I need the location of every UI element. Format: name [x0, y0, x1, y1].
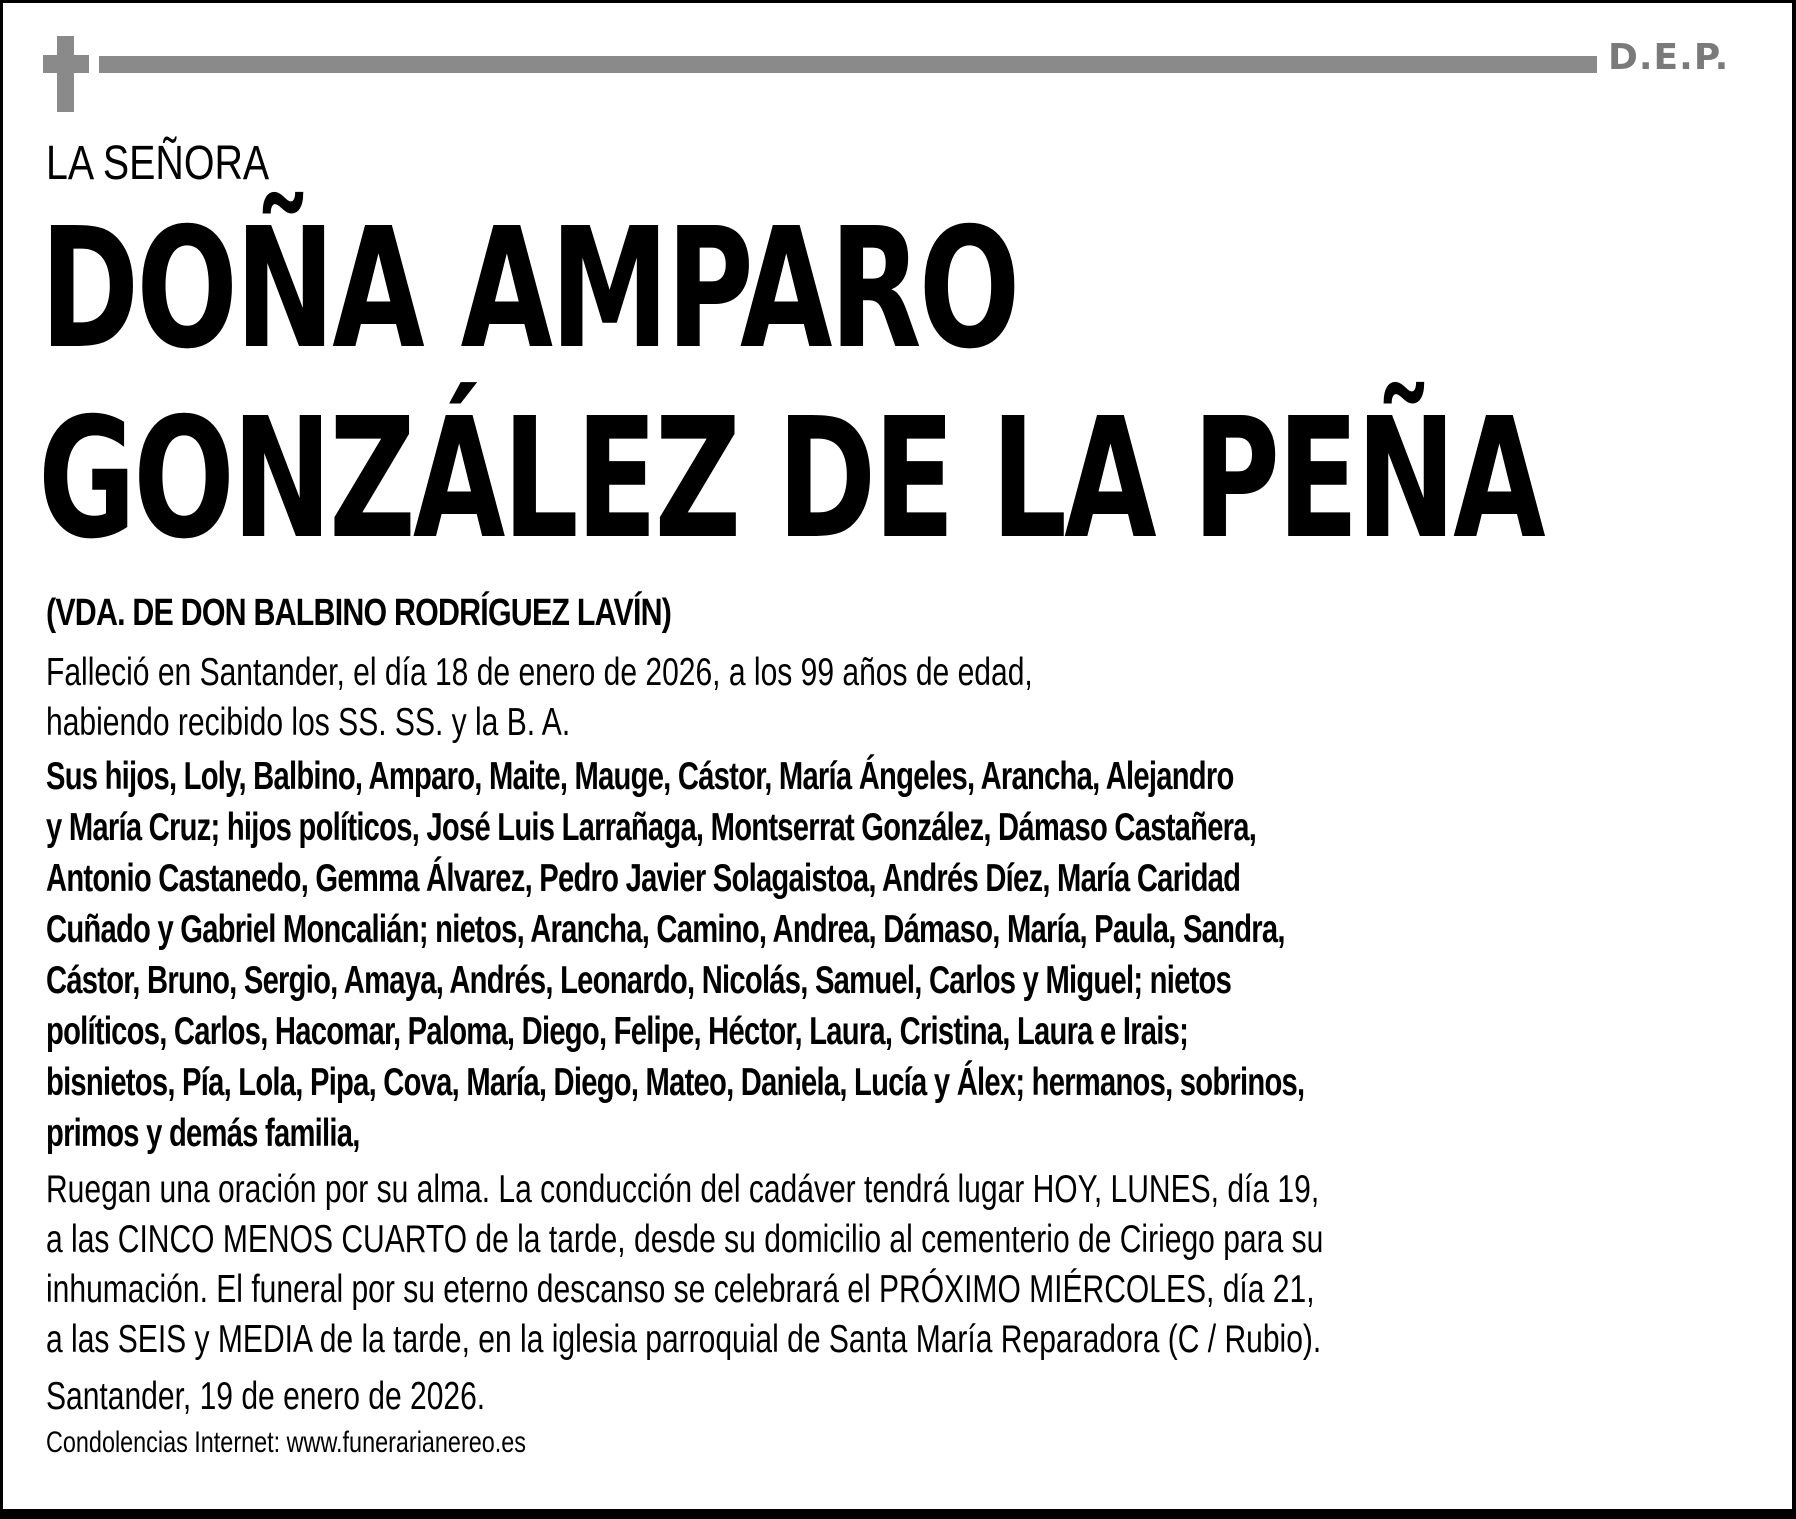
family-line: políticos, Carlos, Hacomar, Paloma, Diego, Felipe, Héctor, Laura, Cristina, Laura e Irais;	[46, 1010, 1189, 1053]
family-line: bisnietos, Pía, Lola, Pipa, Cova, María, Diego, Mateo, Daniela, Lucía y Álex; hermanos, sobrinos,	[46, 1061, 1305, 1104]
condolences-link[interactable]: Condolencias Internet: www.funerarianereo.es	[46, 1426, 526, 1459]
header-rule	[99, 56, 1597, 73]
cross-icon	[57, 36, 74, 112]
place-date: Santander, 19 de enero de 2026.	[46, 1375, 486, 1418]
cross-icon-arm	[43, 55, 89, 73]
bottom-border	[0, 1509, 1796, 1519]
service-line: inhumación. El funeral por su eterno descanso se celebrará el PRÓXIMO MIÉRCOLES, día 21,	[46, 1268, 1315, 1311]
service-line: Ruegan una oración por su alma. La conducción del cadáver tendrá lugar HOY, LUNES, día 19,	[46, 1168, 1320, 1211]
death-line: habiendo recibido los SS. SS. y la B. A.	[46, 701, 571, 744]
family-line: Sus hijos, Loly, Balbino, Amparo, Maite, Mauge, Cástor, María Ángeles, Arancha, Alejandro	[46, 755, 1234, 798]
service-line: a las CINCO MENOS CUARTO de la tarde, desde su domicilio al cementerio de Ciriego para su	[46, 1218, 1324, 1261]
family-line: y María Cruz; hijos políticos, José Luis Larrañaga, Montserrat González, Dámaso Castañera,	[46, 806, 1257, 849]
deceased-name-line-2: GONZÁLEZ DE LA PEÑA	[38, 383, 1543, 576]
dep-label: D.E.P.	[1608, 37, 1730, 78]
widow-of: (VDA. DE DON BALBINO RODRÍGUEZ LAVÍN)	[46, 592, 672, 634]
service-line: a las SEIS y MEDIA de la tarde, en la iglesia parroquial de Santa María Reparadora (C / Rubio).	[46, 1318, 1322, 1361]
family-line: Cástor, Bruno, Sergio, Amaya, Andrés, Leonardo, Nicolás, Samuel, Carlos y Miguel; nietos	[46, 959, 1232, 1002]
deceased-name-line-1: DOÑA AMPARO	[40, 193, 1018, 386]
family-line: Antonio Castanedo, Gemma Álvarez, Pedro Javier Solagaistoa, Andrés Díez, María Caridad	[46, 857, 1241, 900]
family-line: primos y demás familia,	[46, 1112, 360, 1155]
death-line: Falleció en Santander, el día 18 de enero de 2026, a los 99 años de edad,	[46, 651, 1033, 694]
honorific: LA SEÑORA	[46, 137, 270, 190]
family-line: Cuñado y Gabriel Moncalián; nietos, Arancha, Camino, Andrea, Dámaso, María, Paula, Sandra,	[46, 908, 1285, 951]
